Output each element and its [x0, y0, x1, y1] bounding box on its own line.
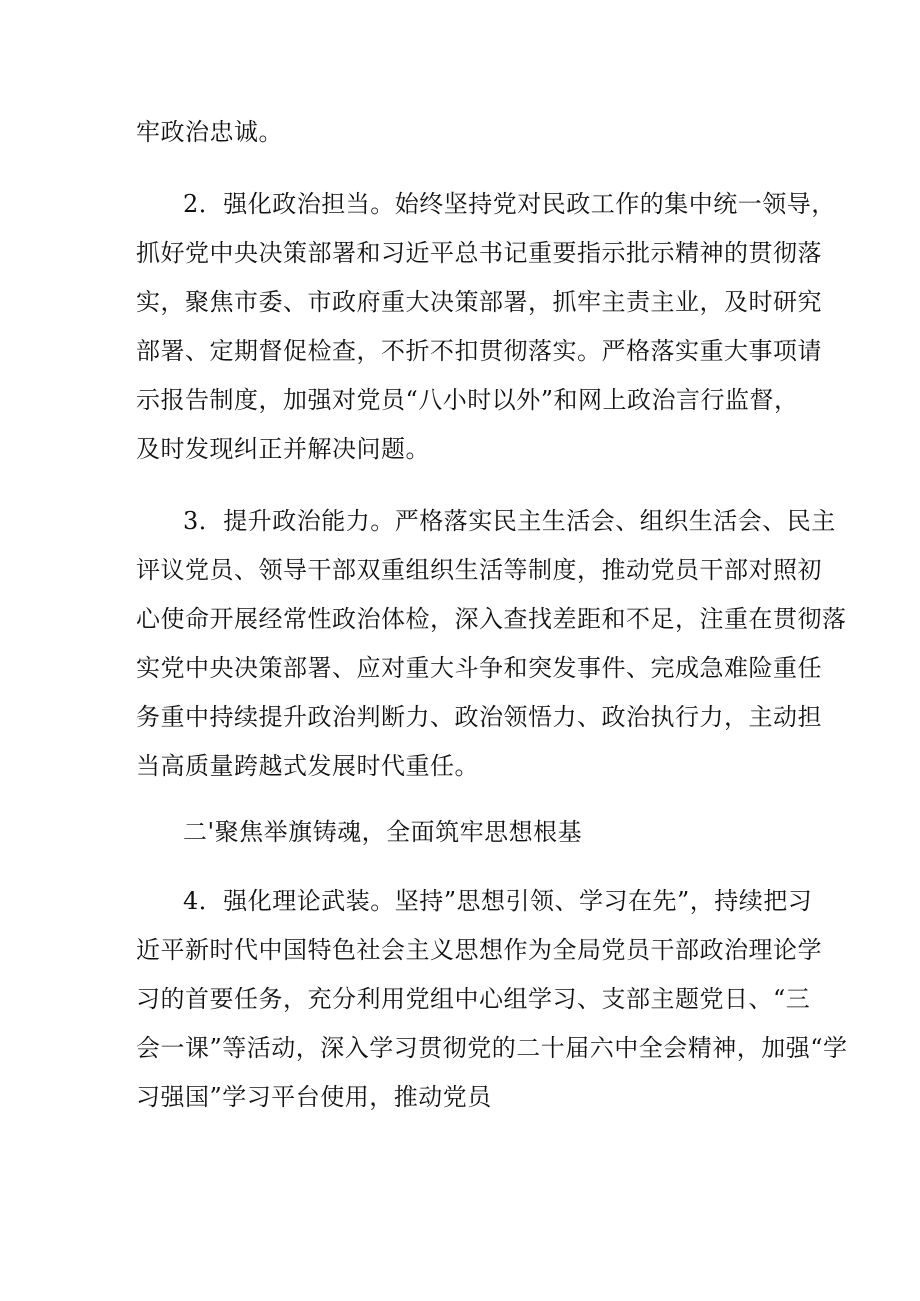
- paragraph-line: 2．强化政治担当。始终坚持党对民政工作的集中统一领导，: [183, 190, 836, 218]
- paragraph-line: 务重中持续提升政治判断力、政治领悟力、政治执行力，主动担: [136, 703, 822, 731]
- paragraph-line: 会一课”等活动，深入学习贯彻党的二十届六中全会精神，加强“学: [136, 1034, 848, 1062]
- section-heading: 二'聚焦举旗铸魂，全面筑牢思想根基: [183, 818, 583, 846]
- paragraph-line: 近平新时代中国特色社会主义思想作为全局党员干部政治理论学: [136, 936, 822, 964]
- paragraph-line: 实党中央决策部署、应对重大斗争和突发事件、完成急难险重任: [136, 654, 822, 682]
- paragraph-line: 评议党员、领导干部双重组织生活等制度，推动党员干部对照初: [136, 556, 822, 584]
- paragraph-line: 实，聚焦市委、市政府重大决策部署，抓牢主责主业，及时研究: [136, 288, 822, 316]
- paragraph-line: 示报告制度，加强对党员“八小时以外”和网上政治言行监督，: [136, 386, 799, 414]
- paragraph-line: 部署、定期督促检查，不折不扣贯彻落实。严格落实重大事项请: [136, 337, 822, 365]
- paragraph-line: 4．强化理论武装。坚持”思想引领、学习在先”，持续把习: [183, 887, 813, 915]
- paragraph-line: 及时发现纠正并解决问题。: [136, 435, 430, 463]
- paragraph-line: 当高质量跨越式发展时代重任。: [136, 752, 479, 780]
- paragraph-line: 心使命开展经常性政治体检，深入查找差距和不足，注重在贯彻落: [136, 605, 847, 633]
- paragraph-line: 习的首要任务，充分利用党组中心组学习、支部主题党日、“三: [136, 985, 811, 1013]
- paragraph-line: 抓好党中央决策部署和习近平总书记重要指示批示精神的贯彻落: [136, 239, 822, 267]
- paragraph-line: 3．提升政治能力。严格落实民主生活会、组织生活会、民主: [183, 507, 836, 535]
- paragraph-line: 牢政治忠诚。: [136, 118, 283, 146]
- paragraph-line: 习强国”学习平台使用，推动党员: [136, 1083, 492, 1111]
